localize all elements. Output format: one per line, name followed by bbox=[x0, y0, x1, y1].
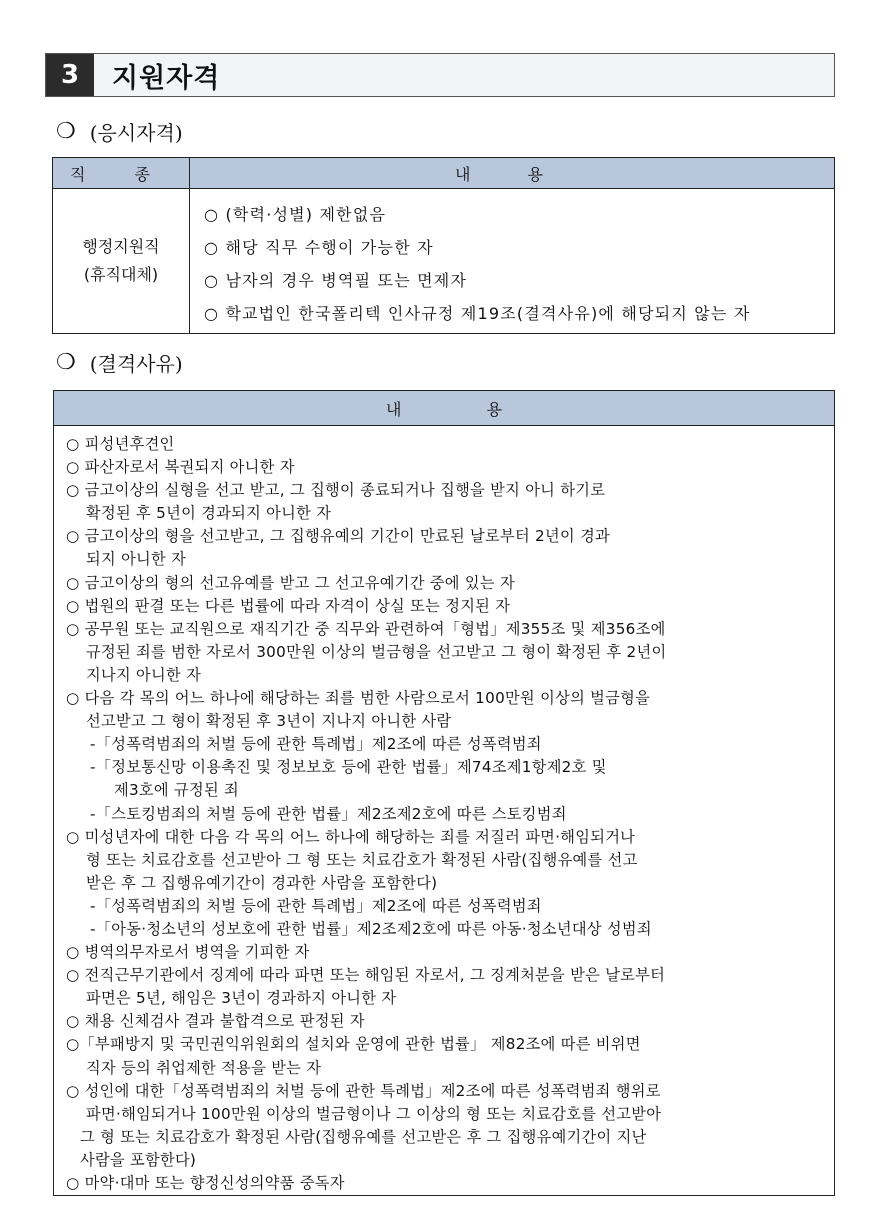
section-number: 3 bbox=[46, 54, 94, 96]
disqualification-line: ○ 금고이상의 형을 선고받고, 그 집행유예의 기간이 만료된 날로부터 2년이 경과 bbox=[66, 527, 611, 546]
requirement-item: ○ (학력·성별) 제한없음 bbox=[204, 205, 387, 224]
disqualification-list bbox=[54, 426, 834, 1195]
hollow-circle-icon: ❍ bbox=[56, 350, 76, 375]
disqualification-table bbox=[53, 390, 835, 1196]
column-header-content: 내 용 bbox=[190, 158, 835, 189]
disqualification-line: ○ 성인에 대한「성폭력범죄의 처벌 등에 관한 특례법」제2조에 따른 성폭력범죄 행위로 bbox=[66, 1081, 661, 1100]
disqualification-line: ○ 공무원 또는 교직원으로 재직기간 중 직무와 관련하여「형법」제355조 및 제356조에 bbox=[66, 619, 666, 638]
eligibility-heading bbox=[56, 117, 183, 146]
disqualification-line: -「스토킹범죄의 처벌 등에 관한 법률」제2조제2호에 따른 스토킹범죄 bbox=[90, 804, 567, 823]
disqualification-line: 되지 아니한 자 bbox=[86, 550, 187, 569]
requirement-item: ○ 해당 직무 수행이 가능한 자 bbox=[204, 238, 434, 257]
disqualification-heading bbox=[56, 348, 183, 377]
disqualification-line: 그 형 또는 치료감호가 확정된 사람(집행유예를 선고받은 후 그 집행유예기간이 지난 bbox=[80, 1127, 647, 1146]
disqualification-line: -「정보통신망 이용촉진 및 정보보호 등에 관한 법률」제74조제1항제2호 및 bbox=[90, 758, 607, 777]
eligibility-table bbox=[52, 157, 835, 334]
eligibility-heading-text: (응시자격) bbox=[89, 121, 183, 145]
column-header-job: 직 종 bbox=[53, 158, 190, 189]
hollow-circle-icon: ❍ bbox=[56, 119, 76, 144]
disqualification-line: ○ 마약·대마 또는 향정신성의약품 중독자 bbox=[66, 1174, 345, 1192]
disqualification-line: -「성폭력범죄의 처벌 등에 관한 특례법」제2조에 따른 성폭력범죄 bbox=[90, 896, 542, 915]
disqualification-line: -「아동·청소년의 성보호에 관한 법률」제2조제2호에 따른 아동·청소년대상 성범죄 bbox=[90, 919, 652, 938]
disqualification-line: ○ 피성년후견인 bbox=[66, 435, 175, 453]
disqualification-line: 파면·해임되거나 100만원 이상의 벌금형이나 그 이상의 형 또는 치료감호를 선고받아 bbox=[86, 1104, 662, 1123]
job-type-line: (휴직대체) bbox=[83, 265, 159, 284]
column-header-content: 내 용 bbox=[54, 391, 834, 426]
disqualification-heading-text: (결격사유) bbox=[89, 352, 183, 376]
requirement-item: ○ 남자의 경우 병역필 또는 면제자 bbox=[204, 271, 468, 290]
section-header bbox=[45, 53, 835, 97]
disqualification-line: ○ 금고이상의 실형을 선고 받고, 그 집행이 종료되거나 집행을 받지 아니 하기로 bbox=[66, 481, 606, 500]
disqualification-line: ○ 다음 각 목의 어느 하나에 해당하는 죄를 범한 사람으로서 100만원 이상의 벌금형을 bbox=[66, 689, 651, 708]
disqualification-line: 형 또는 치료감호를 선고받아 그 형 또는 치료감호가 확정된 사람(집행유예를 선고 bbox=[86, 850, 638, 869]
disqualification-line: 확정된 후 5년이 경과되지 아니한 자 bbox=[86, 504, 332, 523]
disqualification-line: ○ 채용 신체검사 결과 불합격으로 판정된 자 bbox=[66, 1012, 365, 1031]
section-title: 지원자격 bbox=[112, 62, 221, 94]
disqualification-line: 받은 후 그 집행유예기간이 경과한 사람을 포함한다) bbox=[86, 873, 438, 892]
disqualification-line: 파면은 5년, 해임은 3년이 경과하지 아니한 자 bbox=[86, 989, 397, 1008]
disqualification-line: ○ 전직근무기관에서 징계에 따라 파면 또는 해임된 자로서, 그 징계처분을 받은 날로부터 bbox=[66, 966, 666, 985]
disqualification-line: ○ 파산자로서 복권되지 아니한 자 bbox=[66, 458, 295, 477]
disqualification-line: 제3호에 규정된 죄 bbox=[114, 781, 240, 800]
disqualification-line: ○ 금고이상의 형의 선고유예를 받고 그 선고유예기간 중에 있는 자 bbox=[66, 573, 515, 592]
disqualification-line: 규정된 죄를 범한 자로서 300만원 이상의 벌금형을 선고받고 그 형이 확정된 후 2년이 bbox=[86, 642, 667, 661]
disqualification-line: ○ 법원의 판결 또는 다른 법률에 따라 자격이 상실 또는 정지된 자 bbox=[66, 596, 511, 615]
requirement-item: ○ 학교법인 한국폴리텍 인사규정 제19조(결격사유)에 해당되지 않는 자 bbox=[204, 304, 751, 323]
requirements-cell bbox=[190, 189, 835, 334]
disqualification-line: 직자 등의 취업제한 적용을 받는 자 bbox=[86, 1058, 322, 1077]
disqualification-line: 사람을 포함한다) bbox=[80, 1150, 197, 1169]
disqualification-line: 지나지 아니한 자 bbox=[86, 665, 202, 684]
disqualification-line: 선고받고 그 형이 확정된 후 3년이 지나지 아니한 사람 bbox=[86, 712, 452, 731]
disqualification-line: ○「부패방지 및 국민권익위원회의 설치와 운영에 관한 법률」 제82조에 따른 비위면 bbox=[66, 1035, 641, 1054]
disqualification-line: ○ 미성년자에 대한 다음 각 목의 어느 하나에 해당하는 죄를 저질러 파면·해임되거나 bbox=[66, 827, 636, 846]
disqualification-line: ○ 병역의무자로서 병역을 기피한 자 bbox=[66, 943, 310, 962]
job-type-line: 행정지원직 bbox=[82, 237, 160, 256]
disqualification-line: -「성폭력범죄의 처벌 등에 관한 특례법」제2조에 따른 성폭력범죄 bbox=[90, 735, 542, 754]
job-type-cell bbox=[53, 189, 190, 334]
